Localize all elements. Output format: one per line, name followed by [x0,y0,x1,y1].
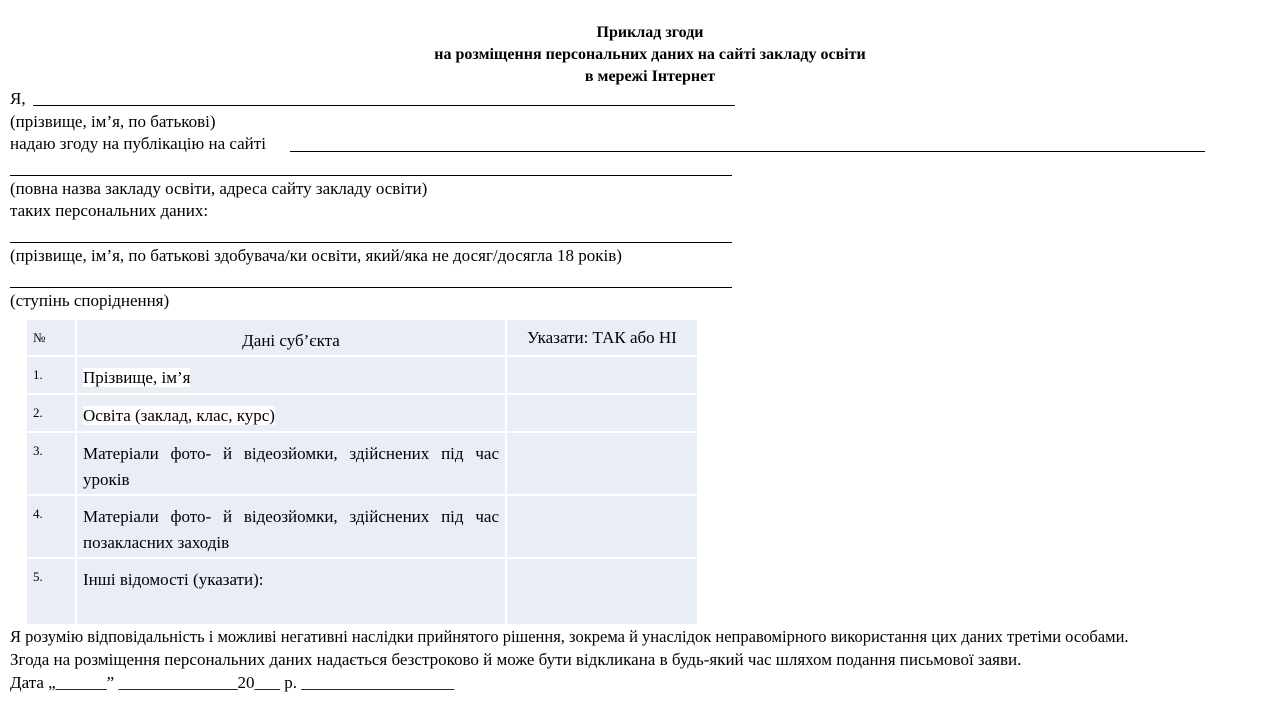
i-label: Я, [10,89,26,108]
student-field-line[interactable] [10,242,732,243]
title-line-2: на розміщення персональних даних на сайті закладу освіти [434,46,866,63]
school-field-line[interactable] [10,175,732,176]
row-data: Матеріали фото- й відеозйомки, здійснених під час уроків [76,432,506,495]
document-title [0,22,1280,88]
row-answer-cell[interactable] [506,394,698,432]
table-row [26,495,698,558]
row-number: 4. [26,495,76,558]
header-answer: Указати: ТАК або НІ [506,319,698,356]
row-data: Освіта (заклад, клас, курс) [83,406,275,425]
row-data: Матеріали фото- й відеозйомки, здійснених під час позакласних заходів [76,495,506,558]
validity-text: Згода на розміщення персональних даних надається безстроково й може бути відкликана в будь-який час шляхом подання письмової заяви. [10,650,1022,669]
header-data: Дані суб’єкта [76,319,506,356]
relation-field-line[interactable] [10,287,732,288]
table-row [26,432,698,495]
row-data: Інші відомості (указати): [76,558,506,625]
row-data: Прізвище, ім’я [83,368,191,387]
row-number: 5. [26,558,76,625]
table-row [26,558,698,625]
consent-table [25,318,699,626]
row-number: 1. [26,356,76,394]
row-number: 3. [26,432,76,495]
title-line-1: Приклад згоди [596,24,704,41]
responsibility-text: Я розумію відповідальність і можливі негативні наслідки прийнятого рішення, зокрема й унаслідок неправомірного використання цих даних третіми особами. [10,627,1129,646]
row-number: 2. [26,394,76,432]
table-row [26,394,698,432]
site-field-line[interactable] [290,151,1205,152]
row-answer-cell[interactable] [506,356,698,394]
table-header-row [26,319,698,356]
row-answer-cell[interactable] [506,558,698,625]
student-hint: (прізвище, ім’я, по батькові здобувача/ки освіти, який/яка не досяг/досягла 18 років) [10,246,622,265]
table-row [26,356,698,394]
relation-hint: (ступінь споріднення) [10,291,170,310]
title-line-3: в мережі Інтернет [584,68,716,85]
row-answer-cell[interactable] [506,495,698,558]
consent-label: надаю згоду на публікацію на сайті [10,134,266,153]
name-field-line[interactable] [33,105,735,106]
date-signature-line[interactable]: Дата „______” ______________20___ р. __________________ [10,673,455,692]
data-label: таких персональних даних: [10,201,209,220]
school-hint: (повна назва закладу освіти, адреса сайту закладу освіти) [10,179,428,198]
header-no: № [26,319,76,356]
name-hint: (прізвище, ім’я, по батькові) [10,112,216,131]
row-answer-cell[interactable] [506,432,698,495]
